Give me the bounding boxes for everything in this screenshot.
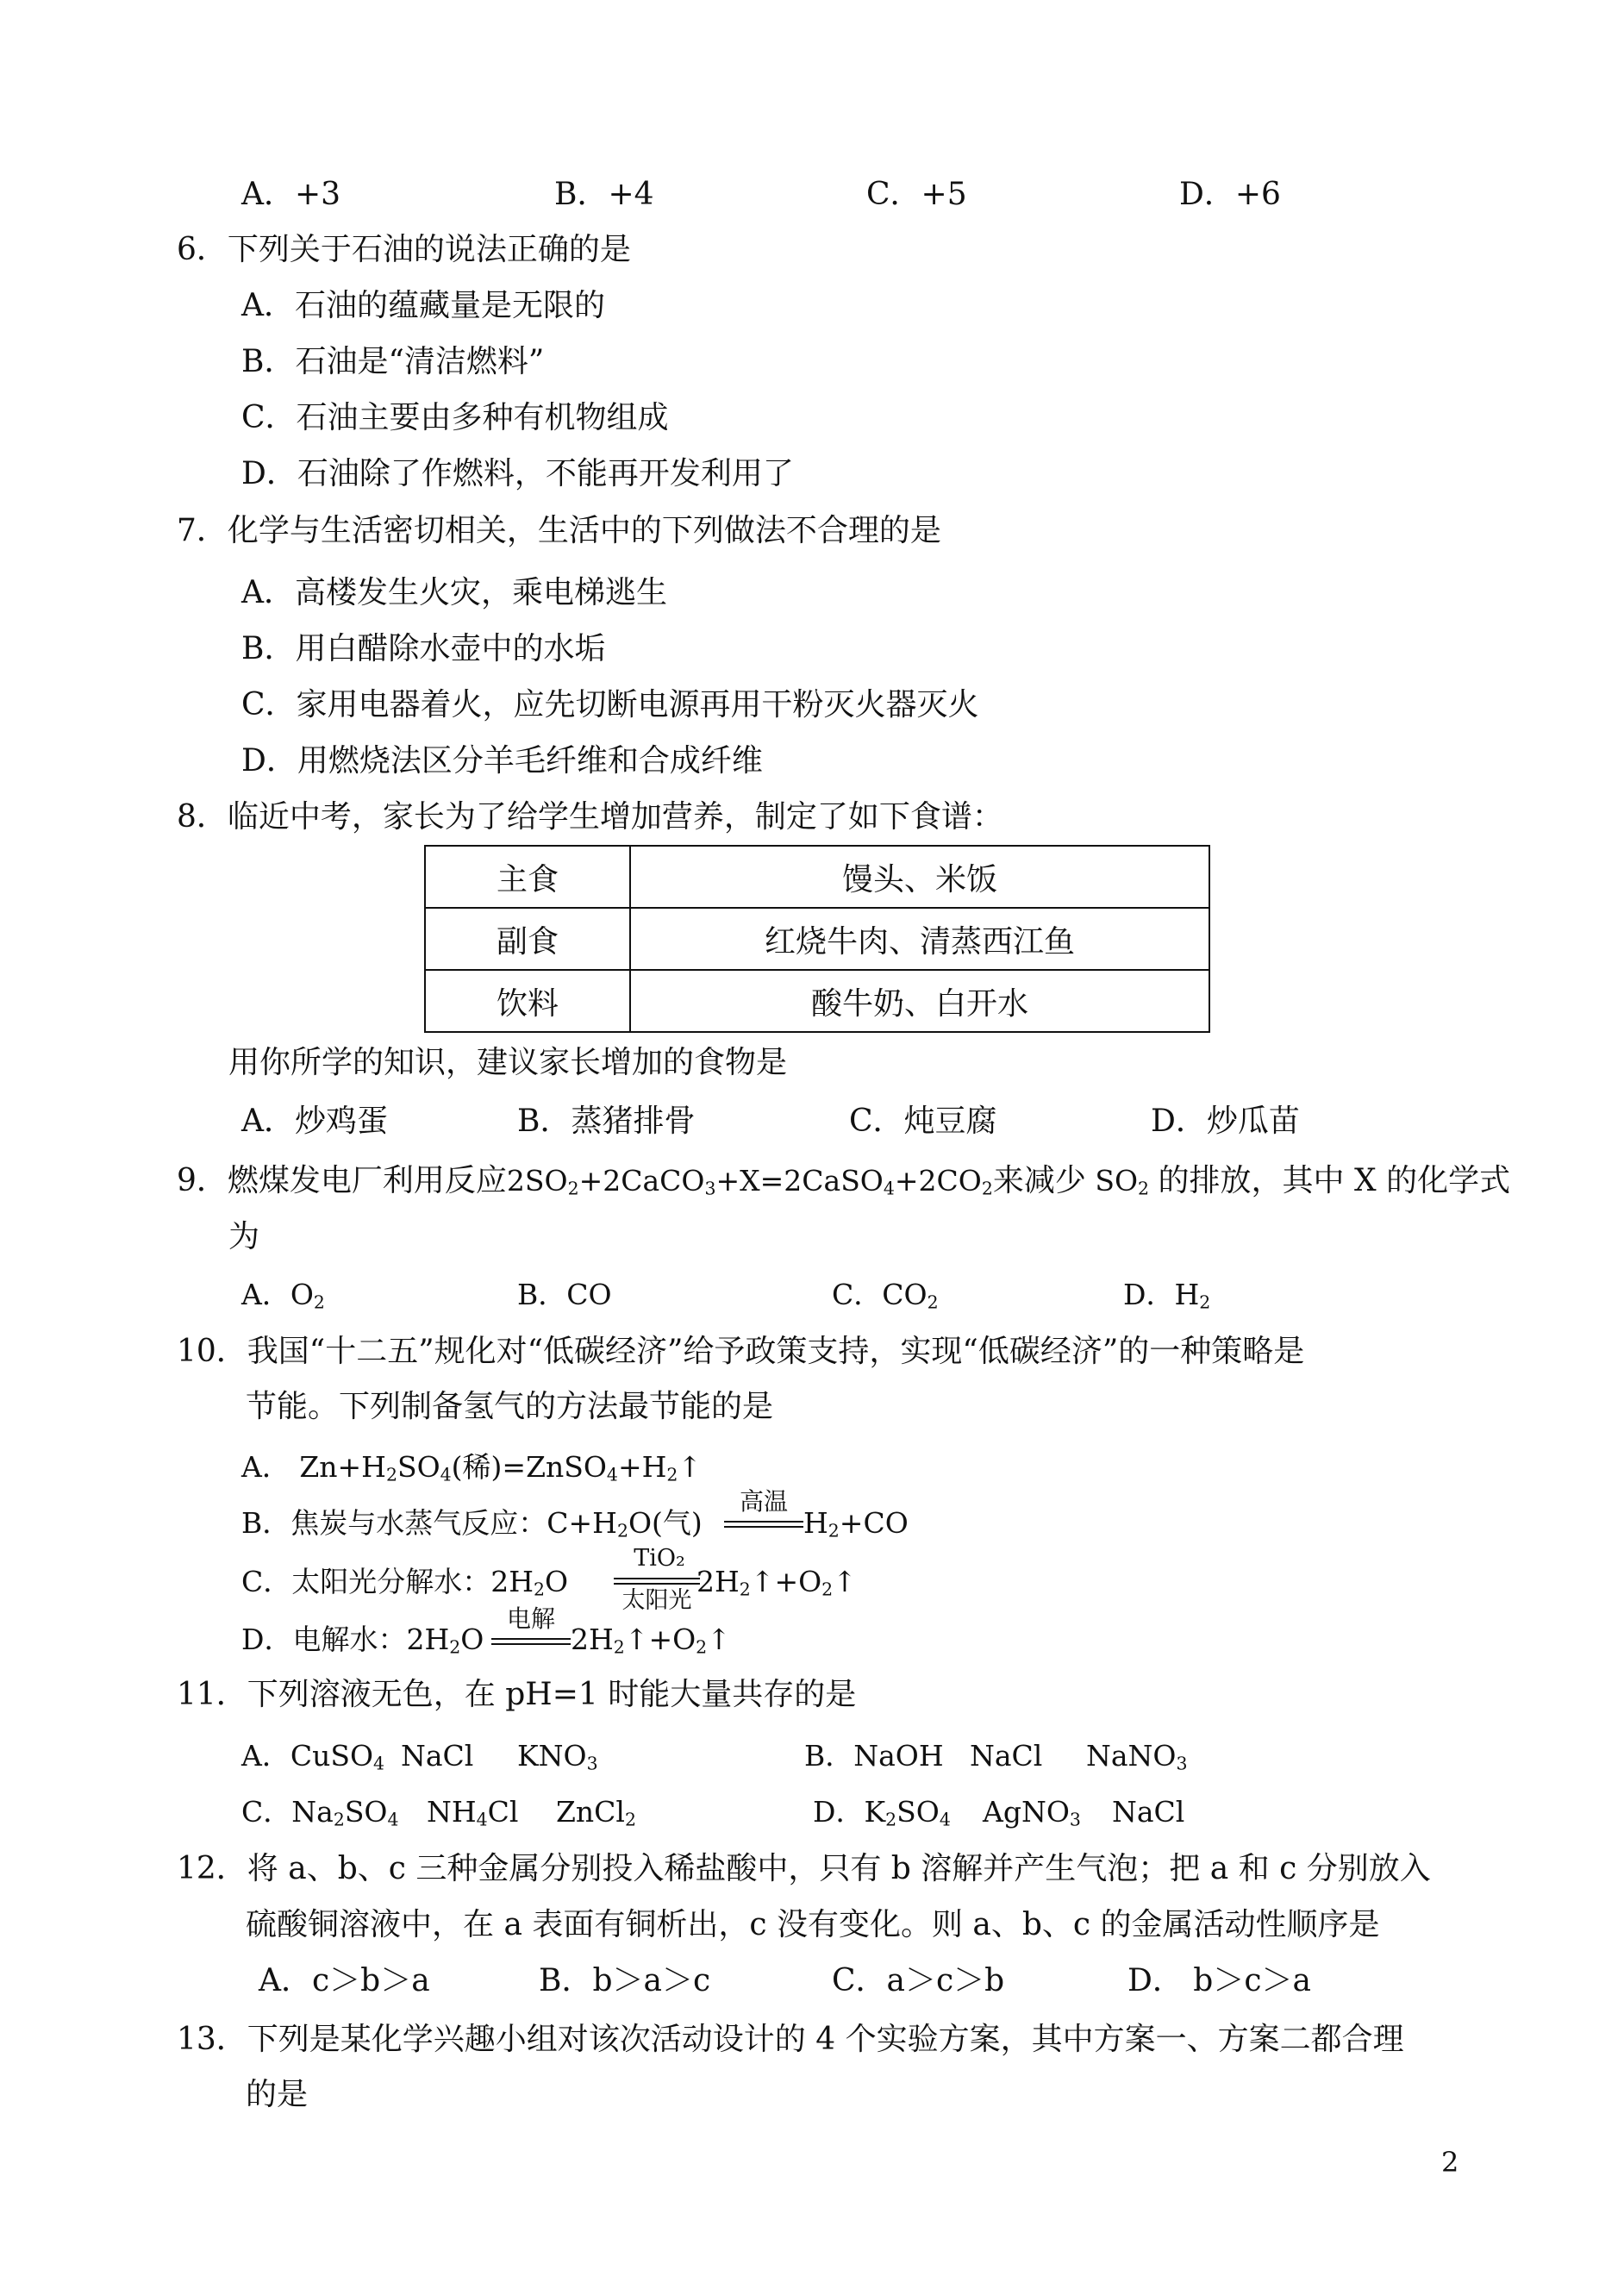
equals-bar	[491, 1638, 571, 1640]
q12-option-a: A．c＞b＞a	[259, 1963, 430, 1998]
q11-b-item3	[1086, 1739, 1188, 1774]
q7-stem: 7．化学与生活密切相关，生活中的下列做法不合理的是	[177, 513, 941, 548]
q10-b-products	[803, 1506, 909, 1541]
arrow-up: ↑	[678, 1450, 703, 1484]
eq-part: O	[460, 1623, 484, 1656]
eq-part: AgNO	[983, 1795, 1070, 1829]
eq-sub: 2	[828, 1520, 840, 1541]
q12-option-c: C．a＞c＞b	[832, 1963, 1005, 1998]
table-row	[425, 846, 1209, 908]
eq-part: 2SO	[506, 1164, 568, 1198]
eq-sub: 3	[586, 1753, 598, 1774]
arrow-up: ↑	[833, 1565, 857, 1598]
eq-part: 2H	[571, 1623, 614, 1656]
opt-text: D．H	[1123, 1278, 1200, 1311]
q10-c-catalyst: TiO₂	[634, 1545, 685, 1572]
q10-d-products	[571, 1623, 731, 1658]
q10-stem-line2: 节能。下列制备氢气的方法最节能的是	[246, 1389, 774, 1424]
q7-option-d: D．用燃烧法区分羊毛纤维和合成纤维	[241, 743, 763, 779]
eq-sub: 4	[387, 1809, 399, 1830]
q8-option-d: D．炒瓜苗	[1151, 1104, 1300, 1139]
opt-text: C．CO	[832, 1278, 928, 1311]
opt-text: C．太阳光分解水：2H	[241, 1565, 534, 1598]
eq-part: +H	[617, 1450, 667, 1484]
q9-equation	[507, 1164, 993, 1198]
q11-option-c	[241, 1795, 399, 1830]
opt-text: A．O	[241, 1278, 314, 1311]
q12-option-b: B．b＞a＞c	[539, 1963, 711, 1998]
eq-sub: 3	[1069, 1809, 1081, 1830]
opt-text: B．CO	[517, 1278, 612, 1311]
eq-part: SO	[896, 1795, 940, 1829]
eq-sub: 4	[883, 1178, 895, 1199]
q11-c-item3	[556, 1795, 637, 1830]
table-cell-category: 副食	[425, 908, 630, 970]
q7-option-b: B．用白醋除水壶中的水垢	[241, 631, 606, 666]
equals-bar	[614, 1578, 700, 1579]
opt-text: B．焦炭与水蒸气反应：C+H	[241, 1506, 617, 1540]
eq-part: SO	[397, 1450, 440, 1484]
q6-option-c: C．石油主要由多种有机物组成	[241, 400, 669, 435]
q11-a-item3	[517, 1739, 598, 1774]
eq-sub: 2	[666, 1464, 678, 1485]
table-row	[425, 970, 1209, 1032]
eq-part: (稀)=ZnSO	[451, 1450, 607, 1484]
q11-d-item2	[983, 1795, 1081, 1830]
q10-stem-line1: 10．我国“十二五”规化对“低碳经济”给予政策支持，实现“低碳经济”的一种策略是	[177, 1334, 1305, 1369]
opt-text: A．CuSO	[241, 1739, 373, 1773]
q9-option-d	[1123, 1278, 1211, 1313]
opt-sub: 2	[313, 1291, 325, 1313]
q10-option-b	[241, 1506, 703, 1541]
q10-option-a	[241, 1450, 703, 1485]
q8-stem: 8．临近中考，家长为了给学生增加营养，制定了如下食谱：	[177, 799, 1003, 835]
equals-bar	[614, 1583, 700, 1585]
eq-part: KNO	[517, 1739, 587, 1773]
eq-sub: 3	[1176, 1753, 1188, 1774]
q6-option-a: A．石油的蕴藏量是无限的	[241, 288, 605, 323]
eq-sub: 4	[373, 1753, 385, 1774]
eq-part: SO	[1095, 1164, 1139, 1198]
eq-part: +CO	[839, 1506, 909, 1540]
table-cell-category: 饮料	[425, 970, 630, 1032]
eq-sub: 4	[476, 1809, 488, 1830]
q9-option-a	[241, 1278, 325, 1313]
opt-sub: 2	[927, 1291, 939, 1313]
q12-stem-line2: 硫酸铜溶液中，在 a 表面有铜析出，c 没有变化。则 a、b、c 的金属活动性顺序是	[246, 1907, 1380, 1942]
q6-option-b: B．石油是“清洁燃料”	[241, 344, 545, 379]
eq-part: ZnCl	[556, 1795, 625, 1829]
eq-part: +2CaCO	[578, 1164, 705, 1198]
opt-text: D．电解水：2H	[241, 1623, 450, 1656]
q11-stem: 11．下列溶液无色，在 pH=1 时能大量共存的是	[177, 1677, 857, 1712]
eq-part: Cl	[487, 1795, 519, 1829]
q9-stem-a: 9．燃煤发电厂利用反应	[177, 1163, 507, 1198]
eq-sub: 2	[449, 1636, 461, 1658]
q11-b-item2: NaCl	[970, 1739, 1043, 1773]
q7-option-a: A．高楼发生火灾，乘电梯逃生	[241, 575, 667, 610]
eq-sub: 2	[1138, 1178, 1150, 1199]
q11-option-b: B．NaOH	[804, 1739, 944, 1773]
q12-option-d: D． b＞c＞a	[1127, 1963, 1311, 1998]
opt-sub: 2	[1199, 1291, 1211, 1313]
eq-part: NaNO	[1086, 1739, 1177, 1773]
q9-stem-line1	[177, 1163, 1511, 1199]
opt-text: C．Na	[241, 1795, 334, 1829]
eq-part: O	[545, 1565, 569, 1598]
q10-c-products	[696, 1565, 857, 1600]
q11-option-a	[241, 1739, 385, 1774]
eq-part: SO	[344, 1795, 388, 1829]
table-cell-category: 主食	[425, 846, 630, 908]
q9-stem-b: 来减少	[992, 1163, 1086, 1198]
eq-sub: 2	[385, 1464, 397, 1485]
eq-sub: 4	[606, 1464, 618, 1485]
eq-part: H	[803, 1506, 828, 1540]
eq-sub: 2	[613, 1636, 625, 1658]
q5-option-a: A．+3	[241, 177, 341, 212]
eq-part: 2H	[696, 1565, 740, 1598]
q8-option-c: C．炖豆腐	[849, 1104, 997, 1139]
eq-sub: 4	[939, 1809, 951, 1830]
equals-bar	[724, 1526, 803, 1528]
equals-bar	[491, 1643, 571, 1645]
eq-sub: 4	[440, 1464, 452, 1485]
table-cell-items: 红烧牛肉、清蒸西江鱼	[630, 908, 1209, 970]
eq-sub: 3	[704, 1178, 716, 1199]
q11-c-item2	[427, 1795, 519, 1830]
q11-d-item3: NaCl	[1112, 1795, 1185, 1829]
q13-stem-line1: 13．下列是某化学兴趣小组对该次活动设计的 4 个实验方案，其中方案一、方案二都合理	[177, 2022, 1404, 2057]
eq-sub: 2	[821, 1579, 834, 1600]
recipe-table	[424, 845, 1210, 1033]
table-row	[425, 908, 1209, 970]
q8-followup: 用你所学的知识，建议家长增加的食物是	[228, 1045, 788, 1080]
eq-sub: 2	[981, 1178, 993, 1199]
eq-sub: 2	[616, 1520, 628, 1541]
q11-a-item2: NaCl	[401, 1739, 474, 1773]
eq-sub: 2	[739, 1579, 751, 1600]
q9-so2	[1086, 1164, 1159, 1198]
q6-option-d: D．石油除了作燃料，不能再开发利用了	[241, 456, 794, 491]
q10-option-c	[241, 1565, 569, 1600]
equals-bar	[724, 1521, 803, 1523]
q9-option-b	[517, 1280, 612, 1309]
q9-stem-line2: 为	[228, 1219, 260, 1254]
q11-option-d	[813, 1795, 951, 1830]
eq-part: ↑+O	[750, 1565, 822, 1598]
q9-stem-c: 的排放，其中 X 的化学式	[1158, 1163, 1511, 1198]
q10-d-condition: 电解	[506, 1604, 555, 1633]
opt-label: A．	[241, 1450, 290, 1484]
arrow-up: ↑	[707, 1623, 731, 1656]
q13-stem-line2: 的是	[246, 2077, 309, 2112]
q5-option-b: B．+4	[554, 177, 654, 212]
q6-stem: 6．下列关于石油的说法正确的是	[177, 232, 631, 267]
table-cell-items: 馒头、米饭	[630, 846, 1209, 908]
q5-option-d: D．+6	[1179, 177, 1281, 212]
eq-part: NH	[427, 1795, 477, 1829]
q7-option-c: C．家用电器着火，应先切断电源再用干粉灭火器灭火	[241, 687, 979, 722]
q8-option-a: A．炒鸡蛋	[241, 1104, 388, 1139]
q10-b-condition: 高温	[739, 1487, 788, 1516]
q12-stem-line1: 12．将 a、b、c 三种金属分别投入稀盐酸中，只有 b 溶解并产生气泡；把 a 和 c 分别放入	[177, 1851, 1431, 1886]
opt-text: D．K	[813, 1795, 886, 1829]
q10-c-condition: 太阳光	[621, 1587, 692, 1614]
eq-sub: 2	[625, 1809, 637, 1830]
eq-part: O(气)	[628, 1506, 703, 1540]
eq-part: +X=2CaSO	[715, 1164, 884, 1198]
eq-sub: 2	[567, 1178, 579, 1199]
page-number: 2	[1441, 2146, 1459, 2179]
table-cell-items: 酸牛奶、白开水	[630, 970, 1209, 1032]
eq-part: Zn+H	[299, 1450, 386, 1484]
q10-option-d	[241, 1623, 484, 1658]
eq-sub: 2	[696, 1636, 708, 1658]
q8-option-b: B．蒸猪排骨	[517, 1104, 696, 1139]
eq-sub: 2	[333, 1809, 345, 1830]
q5-option-c: C．+5	[866, 177, 967, 212]
eq-sub: 2	[534, 1579, 546, 1600]
eq-part: ↑+O	[624, 1623, 696, 1656]
eq-sub: 2	[885, 1809, 897, 1830]
eq-part: +2CO	[894, 1164, 982, 1198]
q9-option-c	[832, 1278, 939, 1313]
